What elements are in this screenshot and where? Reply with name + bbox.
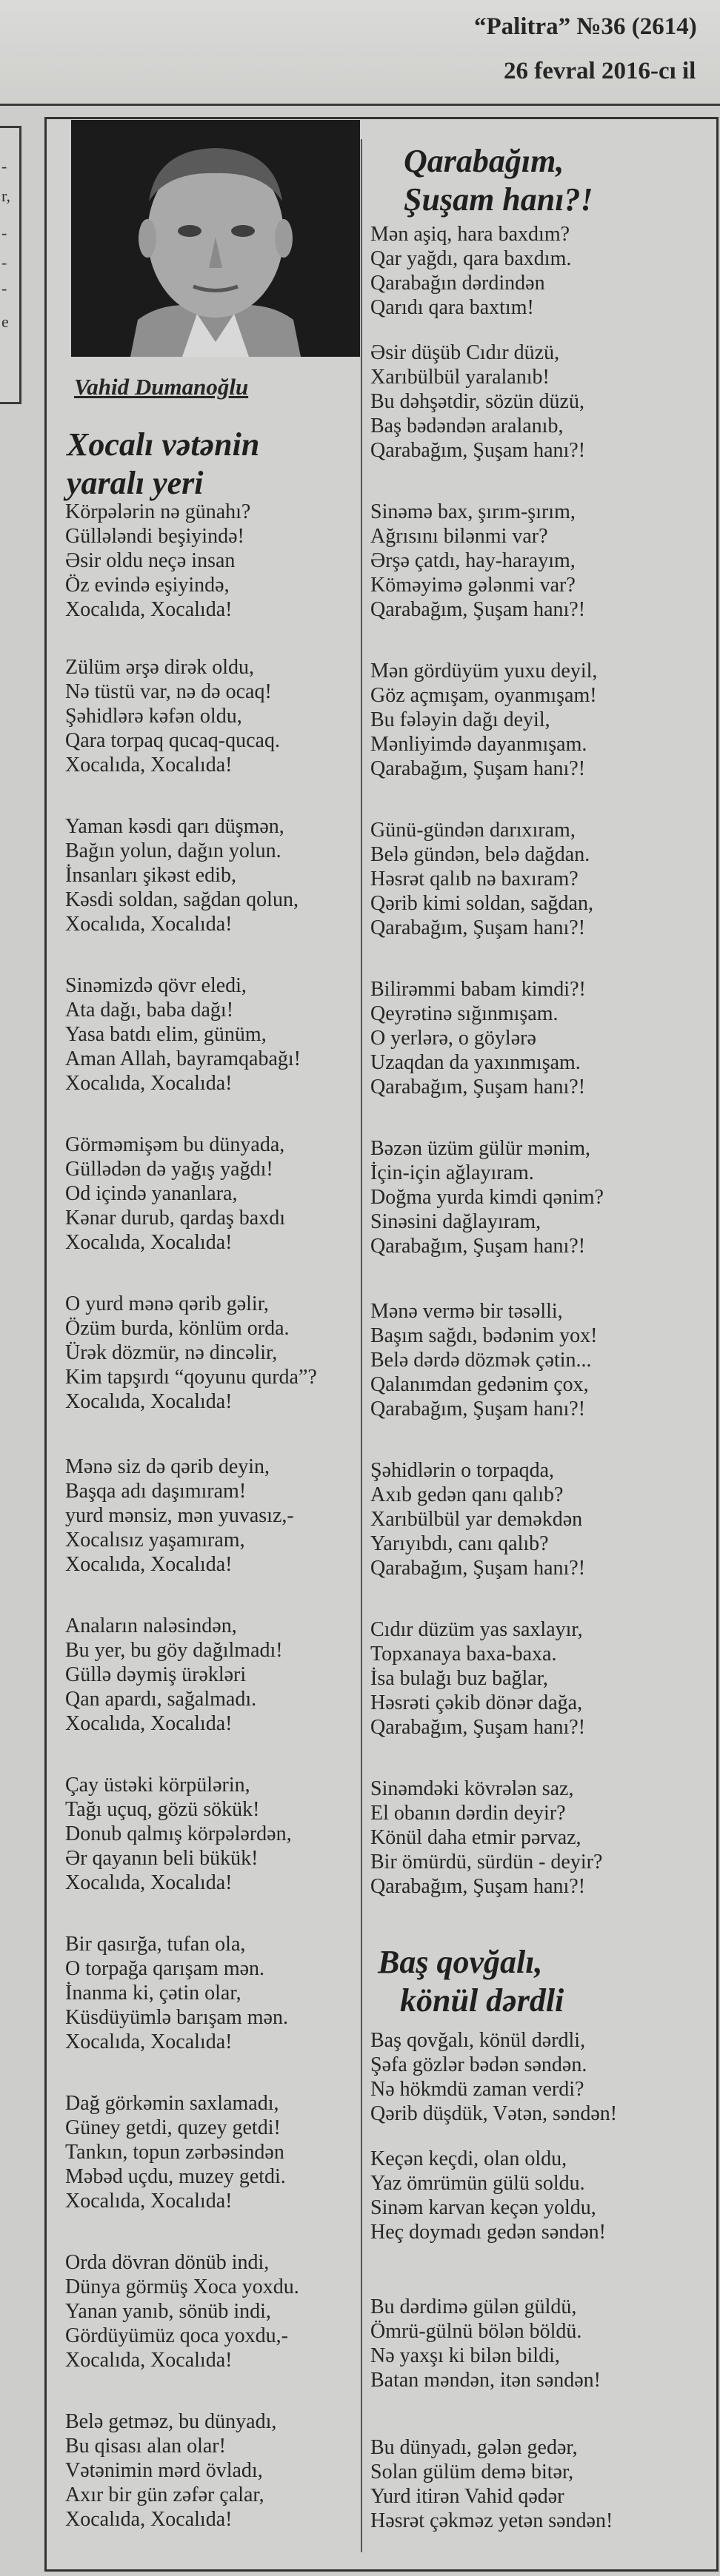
verse-line: Şəfa gözlər bədən səndən. [370, 2053, 587, 2076]
verse-line: Həsrəti çəkib dönər dağa, [370, 1691, 583, 1714]
adjacent-column-fragment [0, 126, 21, 404]
verse-line: El obanın dərdin deyir? [370, 1802, 566, 1825]
verse-line: Şəhidlərin o torpaqda, [370, 1459, 555, 1482]
verse-line: Bu dünyadı, gələn gedər, [370, 2436, 578, 2459]
verse-line: Baş qovğalı, könül dərdli, [370, 2029, 586, 2052]
header-rule [0, 104, 720, 106]
verse-line: Topxanaya baxa-baxa. [370, 1643, 557, 1666]
verse-line: Yarıyıbdı, canı qalıb? [370, 1532, 549, 1555]
verse-line: Həsrət çəkməz yetən səndən! [370, 2509, 613, 2532]
verse-line: Əsir oldu neçə insan [65, 549, 236, 572]
stanza [370, 1136, 604, 1258]
verse-line: İsa bulağı buz bağlar, [370, 1667, 548, 1690]
stanza [370, 2435, 613, 2533]
stanza [65, 1292, 317, 1414]
verse-line: Sinəmdəki kövrələn saz, [370, 1777, 574, 1800]
verse-line: Nə yaxşı ki bilən bildi, [370, 2344, 560, 2367]
verse-line: Xocalıda, Xocalıda! [65, 1553, 233, 1576]
stanza [370, 2295, 601, 2392]
issue-date: 26 fevral 2016-cı il [504, 58, 696, 84]
verse-line: Bu dəhşətdir, sözün düzü, [370, 390, 584, 413]
verse-line: Mənə vermə bir təsəlli, [370, 1300, 563, 1323]
verse-line: Doğma yurda kimdi qənim? [370, 1186, 604, 1209]
verse-line: Məbəd uçdu, muzey getdi. [65, 2165, 286, 2188]
masthead [0, 0, 720, 104]
verse-line: Zülüm ərşə dirək oldu, [65, 656, 255, 679]
stanza [370, 977, 586, 1099]
verse-line: Xocalıda, Xocalıda! [65, 1390, 233, 1413]
verse-line: Solan gülüm demə bitər, [370, 2461, 574, 2483]
verse-line: Od içində yananlara, [65, 1182, 238, 1205]
stanza [65, 973, 301, 1096]
verse-line: Bu fələyin dağı deyil, [370, 708, 550, 731]
verse-line: Xocalıda, Xocalıda! [65, 1231, 233, 1254]
verse-line: Könül daha etmir pərvaz, [370, 1826, 581, 1849]
verse-line: Uzaqdan da yaxınmışam. [370, 1051, 581, 1074]
verse-line: Ürək dözmür, nə dincəlir, [65, 1341, 278, 1364]
verse-line: Körpələrin nə günahı? [65, 500, 251, 523]
verse-line: Kəsdi soldan, sağdan qolun, [65, 888, 299, 911]
verse-line: Donub qalmış körpələrdən, [65, 1822, 292, 1845]
verse-line: Göz açmışam, oyanmışam! [370, 684, 597, 707]
verse-line: İnsanları şikəst edib, [65, 864, 236, 887]
verse-line: Qərib kimi soldan, sağdan, [370, 892, 593, 915]
verse-line: yurd mənsiz, mən yuvasız,- [65, 1504, 294, 1527]
verse-line: Axıb gedən qanı qalıb? [370, 1483, 564, 1506]
verse-line: Güllələndi beşiyində! [65, 525, 244, 548]
stanza [370, 222, 571, 320]
verse-line: İçin-için ağlayıram. [370, 1161, 534, 1184]
verse-line: Tağı uçuq, gözü sökük! [65, 1798, 260, 1821]
verse-line: Xocalıda, Xocalıda! [65, 2349, 233, 2372]
verse-line: Mənliyimdə dayanmışam. [370, 733, 587, 756]
verse-line: Anaların naləsindən, [65, 1614, 237, 1637]
verse-line: Xarıbülbül yar deməkdən [370, 1508, 583, 1531]
verse-line: Belə dərdə dözmək çətin... [370, 1349, 592, 1372]
verse-line: Güllədən də yağış yağdı! [65, 1158, 273, 1181]
verse-line: Qarabağım, Şuşam hanı?! [370, 439, 586, 462]
verse-line: Qarabağım, Şuşam hanı?! [370, 757, 586, 780]
verse-line: Köməyimə gələnmi var? [370, 574, 576, 597]
verse-line: Qərib düşdük, Vətən, səndən! [370, 2102, 618, 2125]
stanza [65, 1455, 294, 1577]
verse-line: Belə getməz, bu dünyadı, [65, 2410, 277, 2433]
verse-line: İnanma ki, çətin olar, [65, 1982, 241, 2005]
verse-line: Qeyrətinə sığınmışam. [370, 1002, 559, 1025]
poem-title-bas-qovgali [378, 1943, 564, 2020]
verse-line: Ağrısını bilənmi var? [370, 525, 548, 548]
verse-line: Yurd itirən Vahid qədər [370, 2485, 564, 2508]
verse-line: Mən gördüyüm yuxu deyil, [370, 660, 598, 682]
verse-line: Xocalısız yaşamıram, [65, 1529, 245, 1552]
verse-line: Bəzən üzüm gülür mənim, [370, 1137, 591, 1160]
verse-line: Kənar durub, qardaş baxdı [65, 1207, 286, 1230]
verse-line: Ata dağı, baba dağı! [65, 999, 234, 1022]
verse-line: Xarıbülbül yaralanıb! [370, 366, 550, 389]
stanza [370, 1617, 585, 1740]
verse-line: Qarabağım, Şuşam hanı?! [370, 1557, 586, 1580]
verse-line: Günü-gündən darıxıram, [370, 819, 576, 842]
verse-line: Qarabağım, Şuşam hanı?! [370, 1875, 586, 1898]
verse-line: Batan məndən, itən səndən! [370, 2369, 601, 2392]
verse-line: Tankın, topun zərbəsindən [65, 2141, 284, 2164]
verse-line: Xocalıda, Xocalıda! [65, 913, 233, 936]
verse-line: Qan apardı, sağalmadı. [65, 1688, 257, 1711]
stanza [370, 341, 585, 463]
stanza [65, 1773, 292, 1895]
verse-line: Küsdüyümlə barışam mən. [65, 2006, 288, 2029]
verse-line: Xocalıda, Xocalıda! [65, 1712, 233, 1735]
title-line: Baş qovğalı, [378, 1944, 543, 1980]
verse-line: Xocalıda, Xocalıda! [65, 754, 233, 777]
stanza [65, 1133, 285, 1255]
verse-line: Qarabağım, Şuşam hanı?! [370, 1398, 586, 1421]
verse-line: Qarabağım, Şuşam hanı?! [370, 916, 586, 939]
title-line: Xocalı vətənin [67, 426, 260, 463]
verse-line: Vətənimin mərd övladı, [65, 2459, 263, 2482]
verse-line: Yanan yanıb, sönüb indi, [65, 2300, 271, 2323]
stanza [65, 1932, 288, 2054]
column-divider [361, 139, 362, 2552]
verse-line: Bir qasırğa, tufan ola, [65, 1933, 246, 1956]
verse-line: Qar yağdı, qara baxdım. [370, 247, 572, 270]
strip-char: e [1, 312, 9, 331]
verse-line: Bir ömürdü, sürdün - deyir? [370, 1851, 603, 1874]
verse-line: Həsrət qalıb nə baxıram? [370, 868, 579, 890]
verse-line: Bu qisası alan olar! [65, 2435, 226, 2458]
strip-char: - [1, 279, 7, 298]
poem-title-xocali [67, 426, 259, 503]
verse-line: O yurd mənə qərib gəlir, [65, 1292, 269, 1315]
verse-line: Sinəsini dağlayıram, [370, 1210, 541, 1233]
verse-line: Xocalıda, Xocalıda! [65, 2190, 233, 2213]
stanza [65, 500, 250, 622]
verse-line: Yaman kəsdi qarı düşmən, [65, 815, 284, 838]
verse-line: Qarabağın dərdindən [370, 272, 545, 295]
stanza [65, 2409, 276, 2532]
stanza [370, 1458, 585, 1580]
verse-line: Yasa batdı elim, günüm, [65, 1023, 267, 1046]
verse-line: Görməmişəm bu dünyada, [65, 1133, 285, 1156]
verse-line: Xocalıda, Xocalıda! [65, 598, 233, 621]
verse-line: Nə tüstü var, nə də ocaq! [65, 680, 272, 703]
verse-line: Bu dərdimə gülən güldü, [370, 2295, 577, 2318]
verse-line: Mənə siz də qərib deyin, [65, 1455, 270, 1478]
verse-line: Dünya görmüş Xoca yoxdu. [65, 2275, 299, 2298]
verse-line: Sinəmizdə qövr eledi, [65, 974, 247, 997]
verse-line: Cıdır düzüm yas saxlayır, [370, 1618, 583, 1641]
verse-line: Bilirəmmi babam kimdi?! [370, 978, 586, 1001]
verse-line: O yerlərə, o göylərə [370, 1027, 536, 1050]
stanza [65, 1614, 283, 1736]
title-line: yaralı yeri [67, 465, 204, 501]
stanza [370, 818, 593, 940]
stanza [370, 2147, 606, 2244]
verse-line: Ömrü-gülnü bölən böldü. [370, 2320, 582, 2343]
verse-line: Şəhidlərə kəfən oldu, [65, 705, 242, 728]
verse-line: Orda dövran dönüb indi, [65, 2251, 270, 2274]
stanza [65, 2091, 286, 2213]
author-name: Vahid Dumanoğlu [74, 374, 249, 400]
verse-line: Axır bir gün zəfər çalar, [65, 2483, 264, 2506]
verse-line: Qalanımdan gedənim çox, [370, 1373, 589, 1396]
verse-line: O torpağa qarışam mən. [65, 1957, 265, 1980]
verse-line: Xocalıda, Xocalıda! [65, 2508, 233, 2531]
verse-line: Güney getdi, quzey getdi! [65, 2116, 281, 2139]
stanza [65, 2250, 299, 2372]
verse-line: Bu yer, bu göy dağılmadı! [65, 1639, 283, 1662]
strip-char: - [1, 157, 7, 175]
strip-char: - [1, 253, 7, 272]
verse-line: Xocalıda, Xocalıda! [65, 1871, 233, 1894]
verse-line: Əsir düşüb Cıdır düzü, [370, 341, 560, 364]
verse-line: Yaz ömrümün gülü soldu. [370, 2172, 585, 2195]
verse-line: Başqa adı daşımıram! [65, 1480, 247, 1503]
stanza [370, 2028, 617, 2126]
verse-line: Gördüyümüz qoca yoxdu,- [65, 2324, 288, 2347]
stanza [370, 1777, 602, 1899]
verse-line: Aman Allah, bayramqabağı! [65, 1047, 301, 1070]
verse-line: Sinəm karvan keçən yoldu, [370, 2196, 596, 2219]
verse-line: Heç doymadı gedən səndən! [370, 2221, 606, 2244]
verse-line: Qara torpaq qucaq-qucaq. [65, 729, 280, 752]
stanza [65, 655, 280, 777]
verse-line: Keçən keçdi, olan oldu, [370, 2147, 567, 2170]
title-line: könül dərdli [400, 1982, 564, 2019]
stanza [370, 500, 585, 622]
verse-line: Qarabağım, Şuşam hanı?! [370, 1235, 586, 1258]
verse-line: Qarabağım, Şuşam hanı?! [370, 1076, 586, 1099]
verse-line: Kim tapşırdı “qoyunu qurda”? [65, 1366, 317, 1389]
verse-line: Qarıdı qara baxtım! [370, 296, 534, 319]
verse-line: Baş bədəndən aralanıb, [370, 415, 564, 437]
stanza [370, 1299, 597, 1421]
verse-line: Xocalıda, Xocalıda! [65, 1072, 233, 1095]
verse-line: Mən aşiq, hara baxdım? [370, 223, 570, 246]
title-line: Şuşam hanı?! [404, 181, 593, 218]
stanza [370, 659, 597, 781]
verse-line: Ər qayanın beli bükük! [65, 1847, 259, 1870]
verse-line: Ərşə çatdı, hay-harayım, [370, 549, 576, 572]
verse-line: Bağın yolun, dağın yolun. [65, 839, 281, 862]
verse-line: Özüm burda, könlüm orda. [65, 1317, 290, 1340]
verse-line: Xocalıda, Xocalıda! [65, 2030, 233, 2053]
verse-line: Sinəmə bax, şırım-şırım, [370, 500, 576, 523]
issue-number: “Palitra” №36 (2614) [474, 13, 697, 40]
verse-line: Nə hökmdü zaman verdi? [370, 2078, 584, 2101]
verse-line: Başım sağdı, bədənim yox! [370, 1324, 598, 1347]
author-photo [71, 120, 360, 357]
title-line: Qarabağım, [404, 143, 564, 179]
strip-char: - [1, 224, 7, 242]
poem-title-qarabag [404, 142, 593, 219]
verse-line: Belə gündən, belə dağdan. [370, 843, 590, 866]
verse-line: Qarabağım, Şuşam hanı?! [370, 598, 586, 621]
strip-char: r, [1, 187, 10, 205]
verse-line: Çay üstəki körpülərin, [65, 1774, 250, 1797]
verse-line: Dağ görkəmin saxlamadı, [65, 2092, 279, 2115]
verse-line: Qarabağım, Şuşam hanı?! [370, 1716, 586, 1739]
verse-line: Güllə dəymiş ürəkləri [65, 1663, 247, 1686]
stanza [65, 814, 299, 936]
verse-line: Öz evində eşiyində, [65, 574, 230, 597]
